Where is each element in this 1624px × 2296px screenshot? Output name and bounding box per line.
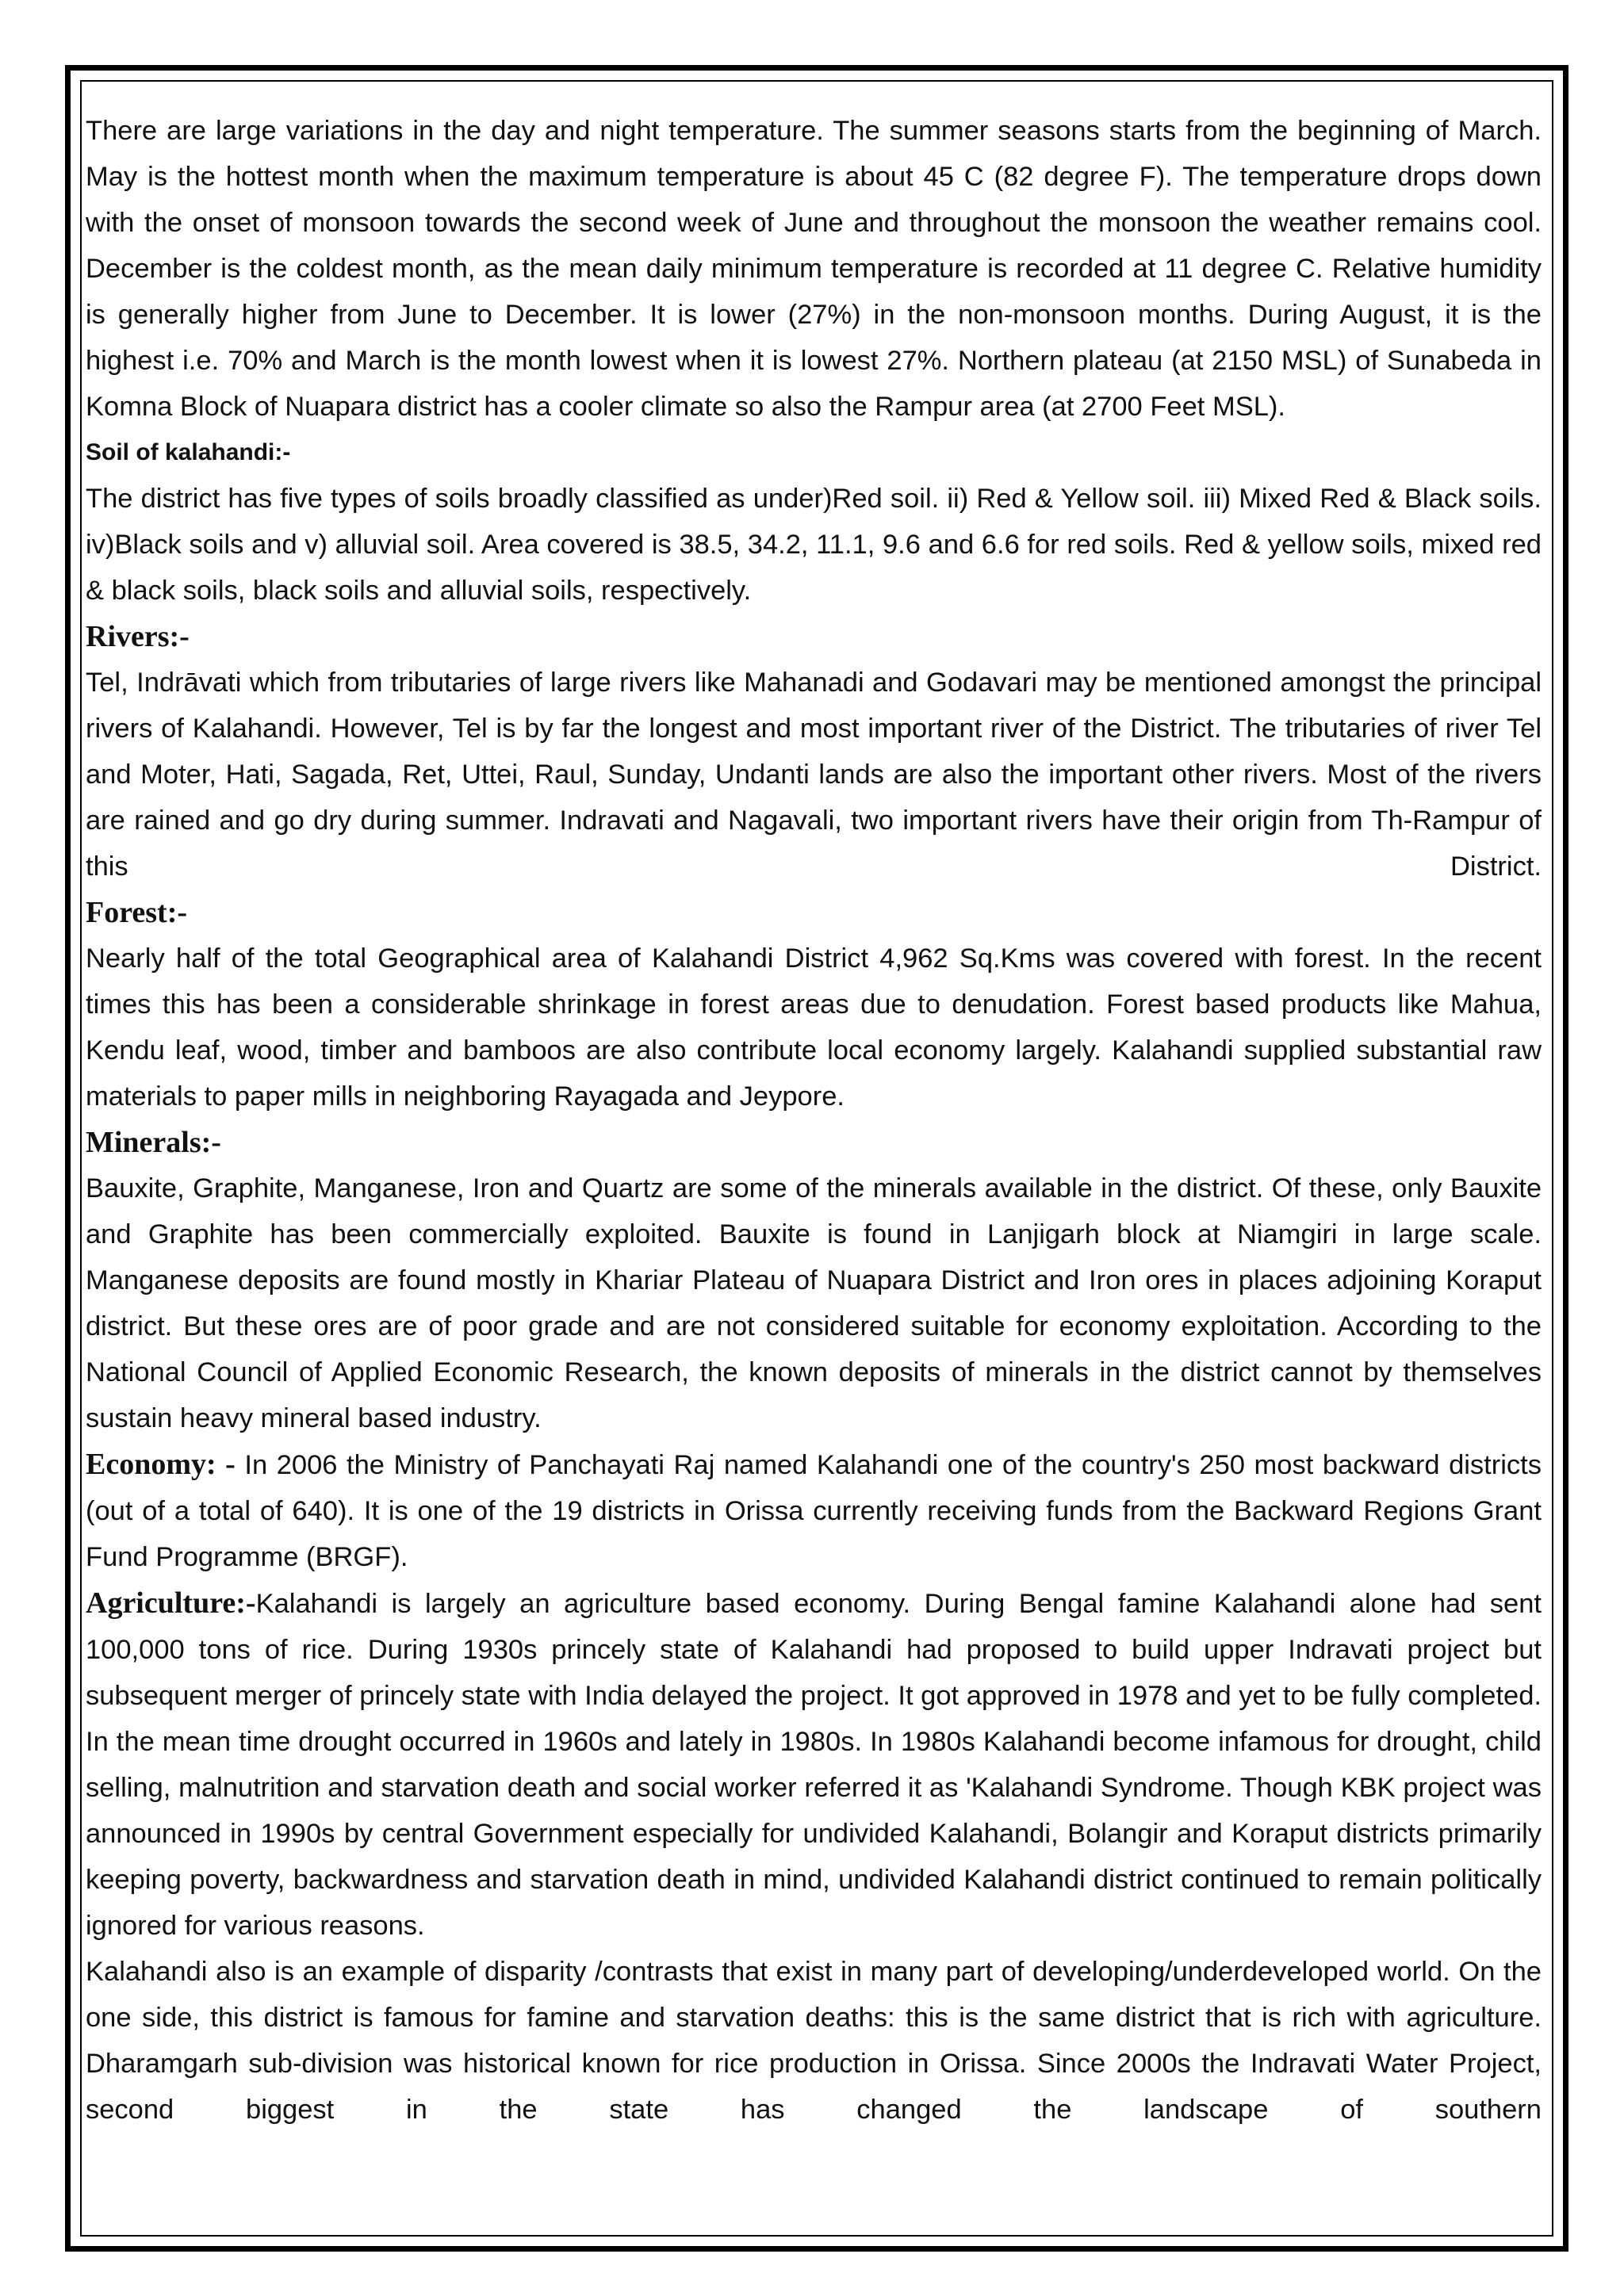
soil-heading: Soil of kalahandi:- — [86, 439, 291, 465]
economy-heading: Economy: - — [86, 1448, 236, 1481]
forest-paragraph: Nearly half of the total Geographical area of Kalahandi District 4,962 Sq.Kms was covered with forest. In the recent times this has been a considerable shrinkage in forest areas due to denudation. Forest based products like Mahua, Kendu leaf, wood, timber and bamboos are also contribute local economy largely. Kalahandi supplied substantial raw materials to paper mills in neighboring Rayagada and Jeypore. — [86, 943, 1542, 1112]
rivers-paragraph: Tel, Indrāvati which from tributaries of large rivers like Mahanadi and Godavari may be mentioned amongst the principal rivers of Kalahandi. However, Tel is by far the longest and most important river of the District. The tributaries of river Tel and Moter, Hati, Sagada, Ret, Uttei, Raul, Sunday, Undanti lands are also the important other rivers. Most of the rivers are rained and go dry during summer. Indravati and Nagavali, two important rivers have their origin from Th-Rampur of this District. — [86, 668, 1542, 882]
agriculture-section — [86, 1580, 1542, 1949]
forest-heading: Forest:- — [86, 896, 188, 929]
minerals-heading: Minerals:- — [86, 1126, 221, 1159]
document-body — [86, 108, 1542, 2233]
agriculture-paragraph: Kalahandi is largely an agriculture based economy. During Bengal famine Kalahandi alone had sent 100,000 tons of rice. During 1930s princely state of Kalahandi had proposed to build upper Indravati project but subsequent merger of princely state with India delayed the project. It got approved in 1978 and yet to be fully completed. In the mean time drought occurred in 1960s and lately in 1980s. In 1980s Kalahandi become infamous for drought, child selling, malnutrition and starvation death and social worker referred it as 'Kalahandi Syndrome. Though KBK project was announced in 1990s by central Government especially for undivided Kalahandi, Bolangir and Koraput districts primarily keeping poverty, backwardness and starvation death in mind, undivided Kalahandi district continued to remain politically ignored for various reasons. — [86, 1589, 1542, 1941]
soil-paragraph: The district has five types of soils broadly classified as under)Red soil. ii) Red & Yellow soil. iii) Mixed Red & Black soils. iv)Black soils and v) alluvial soil. Area covered is 38.5, 34.2, 11.1, 9.6 and 6.6 for red soils. Red & yellow soils, mixed red & black soils, black soils and alluvial soils, respectively. — [86, 484, 1542, 606]
disparity-paragraph: Kalahandi also is an example of disparity /contrasts that exist in many part of developing/underdeveloped world. On the one side, this district is famous for famine and starvation deaths: this is the same district that is rich with agriculture. Dharamgarh sub-division was historical known for rice production in Orissa. Since 2000s the Indravati Water Project, second biggest in the state has changed the landscape of southern — [86, 1957, 1542, 2125]
rivers-heading: Rivers:- — [86, 620, 190, 653]
agriculture-heading: Agriculture:- — [86, 1586, 256, 1620]
climate-paragraph: There are large variations in the day and night temperature. The summer seasons starts from the beginning of March. May is the hottest month when the maximum temperature is about 45 C (82 degree F). The temperature drops down with the onset of monsoon towards the second week of June and throughout the monsoon the weather remains cool. December is the coldest month, as the mean daily minimum temperature is recorded at 11 degree C. Relative humidity is generally higher from June to December. It is lower (27%) in the non-monsoon months. During August, it is the highest i.e. 70% and March is the month lowest when it is lowest 27%. Northern plateau (at 2150 MSL) of Sunabeda in Komna Block of Nuapara district has a cooler climate so also the Rampur area (at 2700 Feet MSL). — [86, 116, 1542, 422]
economy-section — [86, 1441, 1542, 1580]
economy-paragraph: In 2006 the Ministry of Panchayati Raj named Kalahandi one of the country's 250 most backward districts (out of a total of 640). It is one of the 19 districts in Orissa currently receiving funds from the Backward Regions Grant Fund Programme (BRGF). — [86, 1450, 1542, 1572]
minerals-paragraph: Bauxite, Graphite, Manganese, Iron and Quartz are some of the minerals available in the district. Of these, only Bauxite and Graphite has been commercially exploited. Bauxite is found in Lanjigarh block at Niamgiri in large scale. Manganese deposits are found mostly in Khariar Plateau of Nuapara District and Iron ores in places adjoining Koraput district. But these ores are of poor grade and are not considered suitable for economy exploitation. According to the National Council of Applied Economic Research, the known deposits of minerals in the district cannot by themselves sustain heavy mineral based industry. — [86, 1173, 1542, 1433]
